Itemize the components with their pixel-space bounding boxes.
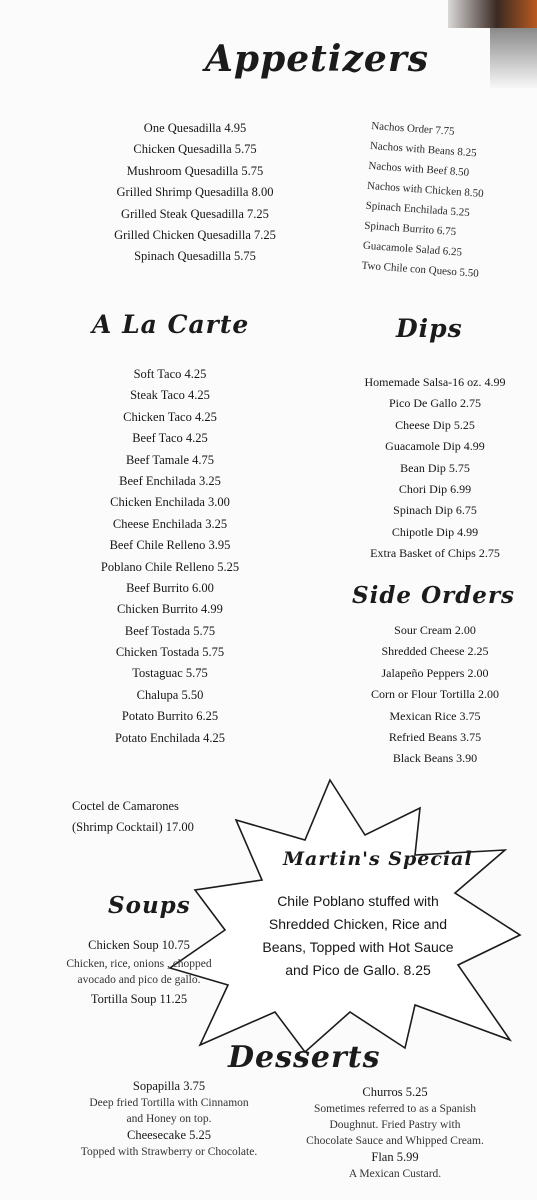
menu-item: Homemade Salsa-16 oz. 4.99 xyxy=(364,375,506,389)
menu-item: Pico De Gallo 2.75 xyxy=(389,396,481,411)
menu-item: Spinach Dip 6.75 xyxy=(393,503,477,518)
chicken-soup-description: Chicken, rice, onions , chopped xyxy=(66,958,212,970)
chicken-soup-description: avocado and pico de gallo. xyxy=(77,974,201,986)
menu-item: Chicken Quesadilla 5.75 xyxy=(133,142,257,157)
churros: Churros 5.25 xyxy=(362,1085,428,1099)
menu-item: One Quesadilla 4.95 xyxy=(143,121,247,135)
menu-item: Spinach Quesadilla 5.75 xyxy=(134,249,256,264)
sopapilla: Sopapilla 3.75 xyxy=(132,1079,206,1093)
menu-item: Bean Dip 5.75 xyxy=(400,460,470,475)
menu-item: Nachos with Chicken 8.50 xyxy=(366,179,484,200)
special-line: and Pico de Gallo. 8.25 xyxy=(285,962,431,978)
menu-item: Chicken Burrito 4.99 xyxy=(117,602,223,617)
menu-item: Chicken Tostada 5.75 xyxy=(115,645,225,660)
cheesecake: Cheesecake 5.25 xyxy=(127,1128,211,1142)
cheesecake-description: Topped with Strawberry or Chocolate. xyxy=(80,1146,258,1158)
sopapilla-description: Deep fried Tortilla with Cinnamon xyxy=(89,1097,249,1109)
menu-item: Shredded Cheese 2.25 xyxy=(381,644,489,659)
menu-item: Cheese Enchilada 3.25 xyxy=(112,516,228,531)
menu-item: Beef Enchilada 3.25 xyxy=(119,473,221,488)
special-description xyxy=(258,890,458,982)
menu-item: Chicken Enchilada 3.00 xyxy=(110,495,230,510)
churros-description: Doughnut. Fried Pastry with xyxy=(329,1119,461,1131)
sopapilla-description: and Honey on top. xyxy=(126,1113,212,1125)
menu-item: Beef Burrito 6.00 xyxy=(126,580,214,595)
menu-item: Black Beans 3.90 xyxy=(392,751,478,766)
menu-item: Guacamole Dip 4.99 xyxy=(385,439,485,454)
menu-item: Poblano Chile Relleno 5.25 xyxy=(100,559,240,574)
menu-item: Refried Beans 3.75 xyxy=(388,729,482,744)
special-line: Shredded Chicken, Rice and xyxy=(268,916,448,932)
menu-item: Beef Taco 4.25 xyxy=(132,431,208,446)
menu-item: Extra Basket of Chips 2.75 xyxy=(370,546,500,561)
special-line: Beans, Topped with Hot Sauce xyxy=(262,939,454,955)
menu-item: Mexican Rice 3.75 xyxy=(389,708,481,723)
chicken-soup: Chicken Soup 10.75 xyxy=(88,938,190,952)
soups-title: Soups xyxy=(108,892,191,919)
menu-item: Cheese Dip 5.25 xyxy=(395,417,475,432)
menu-item: Spinach Burrito 6.75 xyxy=(363,219,457,239)
menu-item: Sour Cream 2.00 xyxy=(394,623,476,637)
menu-item: Steak Taco 4.25 xyxy=(130,388,210,403)
flan-description: A Mexican Custard. xyxy=(348,1168,442,1180)
churros-description: Sometimes referred to as a Spanish xyxy=(314,1103,476,1115)
menu-item: Nachos with Beef 8.50 xyxy=(368,159,470,179)
menu-item: Chori Dip 6.99 xyxy=(398,481,472,496)
menu-item: Two Chile con Queso 5.50 xyxy=(361,259,480,280)
desserts-left-block xyxy=(64,1078,274,1160)
special-title: Martin's Special xyxy=(283,848,473,870)
soups-block xyxy=(54,934,224,1010)
menu-item: Potato Enchilada 4.25 xyxy=(114,730,226,745)
desserts-right-block xyxy=(290,1084,500,1182)
churros-description: Chocolate Sauce and Whipped Cream. xyxy=(306,1135,484,1147)
flan: Flan 5.99 xyxy=(371,1150,419,1164)
menu-item: Corn or Flour Tortilla 2.00 xyxy=(371,687,499,702)
appetizers-title: Appetizers xyxy=(205,38,430,80)
menu-item: Nachos Order 7.75 xyxy=(370,119,455,138)
side-orders-title: Side Orders xyxy=(352,582,516,609)
menu-item: Chalupa 5.50 xyxy=(136,687,204,702)
menu-item: Soft Taco 4.25 xyxy=(133,367,207,381)
menu-item: Beef Tamale 4.75 xyxy=(125,452,215,467)
a-la-carte-title: A La Carte xyxy=(92,310,250,339)
menu-item: Potato Burrito 6.25 xyxy=(121,709,219,724)
menu-item: Spinach Enchilada 5.25 xyxy=(365,199,471,220)
menu-item: Beef Chile Relleno 3.95 xyxy=(109,538,231,553)
menu-item: Mushroom Quesadilla 5.75 xyxy=(126,163,264,178)
menu-item: Beef Tostada 5.75 xyxy=(124,623,216,638)
menu-item: Jalapeño Peppers 2.00 xyxy=(381,665,489,680)
menu-item: Grilled Shrimp Quesadilla 8.00 xyxy=(116,185,274,200)
menu-item: Tostaguac 5.75 xyxy=(132,666,208,681)
tortilla-soup: Tortilla Soup 11.25 xyxy=(90,992,188,1006)
coctel-name: Coctel de Camarones xyxy=(72,799,179,813)
dips-title: Dips xyxy=(396,314,463,343)
desserts-title: Desserts xyxy=(228,1040,381,1075)
menu-item: Grilled Steak Quesadilla 7.25 xyxy=(121,206,269,221)
menu-item: Chicken Taco 4.25 xyxy=(123,409,217,424)
special-line: Chile Poblano stuffed with xyxy=(277,893,439,909)
menu-item: Nachos with Beans 8.25 xyxy=(369,139,478,160)
menu-item: Chipotle Dip 4.99 xyxy=(391,524,479,539)
menu-item: Guacamole Salad 6.25 xyxy=(362,239,463,259)
coctel-price: (Shrimp Cocktail) 17.00 xyxy=(72,820,194,834)
menu-item: Grilled Chicken Quesadilla 7.25 xyxy=(114,227,276,242)
